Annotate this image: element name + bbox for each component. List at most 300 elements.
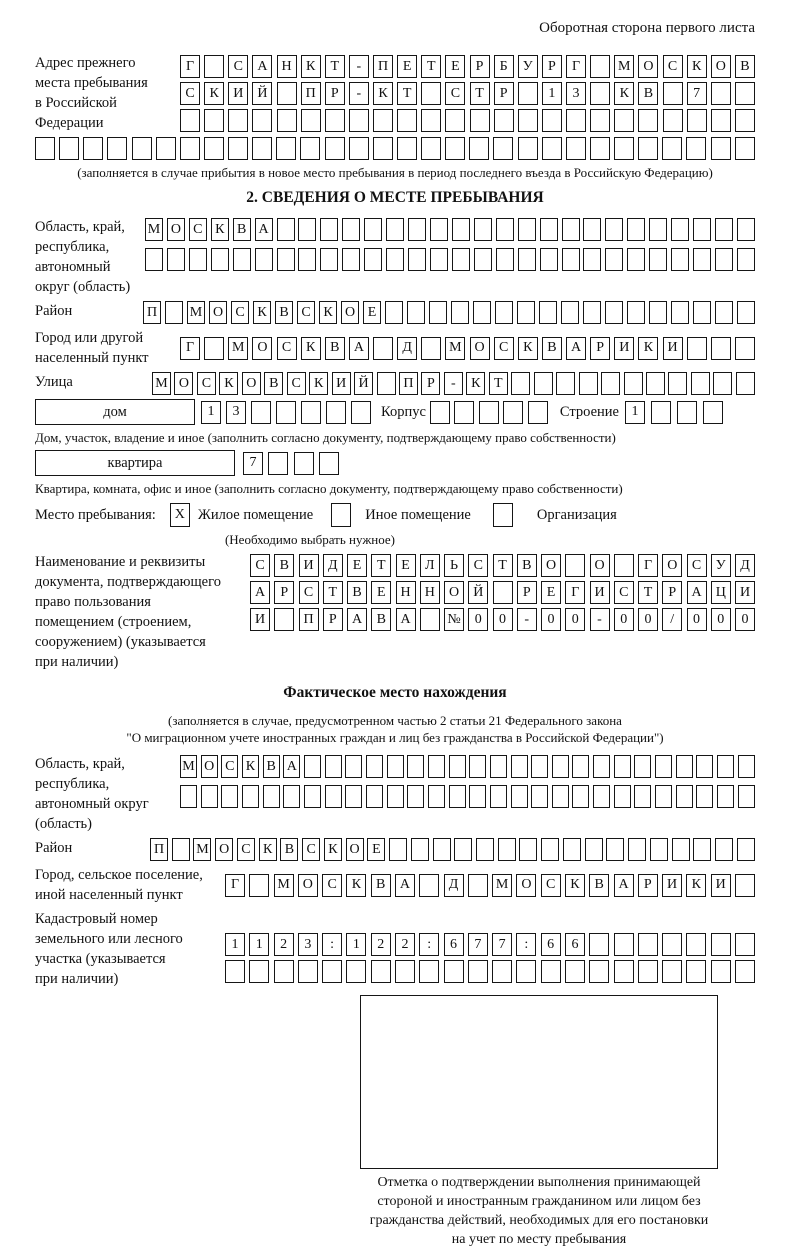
label-line: документа, подтверждающего xyxy=(35,574,221,590)
char-cell xyxy=(255,248,273,271)
char-cell xyxy=(562,248,580,271)
char-cell xyxy=(663,82,683,105)
prev-address-label xyxy=(35,53,180,133)
char-cell: Д xyxy=(735,554,755,577)
char-cell xyxy=(474,218,492,241)
char-cell xyxy=(691,372,710,395)
char-cell xyxy=(638,109,658,132)
district-label: Район xyxy=(35,303,73,319)
char-cell: И xyxy=(663,337,683,360)
char-cell: 0 xyxy=(493,608,513,631)
char-cell xyxy=(566,109,586,132)
char-cell: С xyxy=(687,554,707,577)
char-cell xyxy=(511,755,528,778)
char-cell: В xyxy=(325,337,345,360)
char-cell xyxy=(449,785,466,808)
char-cell xyxy=(516,960,536,983)
char-cell xyxy=(735,109,755,132)
char-cell: Р xyxy=(517,581,537,604)
char-cell xyxy=(713,372,732,395)
char-cell xyxy=(593,785,610,808)
char-cell xyxy=(711,933,731,956)
char-cell: К xyxy=(614,82,634,105)
char-cell xyxy=(541,960,561,983)
char-cell: Т xyxy=(638,581,658,604)
char-cell xyxy=(419,874,439,897)
char-cell: Е xyxy=(541,581,561,604)
char-cell: / xyxy=(662,608,682,631)
char-cell xyxy=(304,785,321,808)
char-cell xyxy=(385,301,403,324)
char-cell: С xyxy=(663,55,683,78)
stamp-caption xyxy=(319,1173,759,1249)
label-line: помещением (строением, xyxy=(35,614,192,630)
char-cell: К xyxy=(565,874,585,897)
char-cell xyxy=(373,337,393,360)
label-line: Адрес прежнего xyxy=(35,55,136,71)
char-cell: 7 xyxy=(492,933,512,956)
apartment-type-box: квартира xyxy=(35,450,235,476)
char-cell: Г xyxy=(180,55,200,78)
char-cell xyxy=(672,838,690,861)
actual-district-label: Район xyxy=(35,840,73,856)
label-line: при наличии) xyxy=(35,971,119,987)
char-cell xyxy=(605,301,623,324)
char-cell xyxy=(445,137,465,160)
actual-district-grid xyxy=(150,838,755,861)
korpus-label: Корпус xyxy=(381,403,426,420)
label-line: республика, xyxy=(35,239,110,255)
char-cell: И xyxy=(590,581,610,604)
char-cell: О xyxy=(590,554,610,577)
char-cell xyxy=(693,301,711,324)
char-cell: У xyxy=(518,55,538,78)
char-cell: 6 xyxy=(565,933,585,956)
actual-district-row xyxy=(35,838,755,861)
char-cell: К xyxy=(259,838,277,861)
char-cell xyxy=(715,838,733,861)
city-label xyxy=(35,328,180,368)
char-cell: Е xyxy=(347,554,367,577)
char-cell xyxy=(433,838,451,861)
city-grid xyxy=(180,337,755,360)
char-cell: А xyxy=(283,755,300,778)
char-cell xyxy=(294,452,314,475)
char-cell xyxy=(518,137,538,160)
char-cell: 2 xyxy=(274,933,294,956)
char-cell: С xyxy=(322,874,342,897)
label-line: при наличии) xyxy=(35,654,119,670)
char-cell: М xyxy=(152,372,171,395)
char-cell xyxy=(274,960,294,983)
char-cell xyxy=(298,248,316,271)
char-cell: К xyxy=(211,218,229,241)
char-cell: М xyxy=(193,838,211,861)
char-cell: С xyxy=(468,554,488,577)
char-cell xyxy=(583,301,601,324)
char-cell: Л xyxy=(420,554,440,577)
actual-region-grid-row-1 xyxy=(180,755,755,778)
char-cell xyxy=(671,301,689,324)
char-cell xyxy=(204,337,224,360)
char-cell: 0 xyxy=(468,608,488,631)
confirmation-stamp-box xyxy=(360,995,718,1169)
char-cell xyxy=(518,218,536,241)
char-cell xyxy=(503,401,523,424)
region-grid-row-2 xyxy=(145,248,755,271)
char-cell: П xyxy=(373,55,393,78)
char-cell xyxy=(249,874,269,897)
label-line: Отметка о подтверждении выполнения принимающей xyxy=(377,1175,701,1190)
char-cell xyxy=(389,838,407,861)
char-cell xyxy=(490,755,507,778)
label-line: Область, край, xyxy=(35,756,125,772)
char-cell: Д xyxy=(323,554,343,577)
char-cell: В xyxy=(589,874,609,897)
char-cell xyxy=(276,401,296,424)
char-cell xyxy=(429,301,447,324)
char-cell: П xyxy=(301,82,321,105)
char-cell xyxy=(540,218,558,241)
char-cell: Е xyxy=(363,301,381,324)
char-cell xyxy=(590,109,610,132)
char-cell: С xyxy=(237,838,255,861)
document-grid xyxy=(250,554,755,631)
prev-address-grid-row-1 xyxy=(180,55,755,78)
char-cell: А xyxy=(396,608,416,631)
char-cell xyxy=(342,248,360,271)
char-cell xyxy=(593,755,610,778)
char-cell: С xyxy=(297,301,315,324)
char-cell: С xyxy=(277,337,297,360)
house-row xyxy=(35,399,755,425)
char-cell xyxy=(454,838,472,861)
char-cell xyxy=(421,337,441,360)
char-cell: - xyxy=(590,608,610,631)
char-cell xyxy=(735,933,755,956)
char-cell: О xyxy=(167,218,185,241)
char-cell: О xyxy=(470,337,490,360)
house-type-box: дом xyxy=(35,399,195,425)
char-cell xyxy=(228,137,248,160)
korpus-grid xyxy=(430,401,548,424)
char-cell: А xyxy=(252,55,272,78)
char-cell xyxy=(717,755,734,778)
char-cell xyxy=(624,372,643,395)
char-cell xyxy=(735,82,755,105)
char-cell: К xyxy=(638,337,658,360)
char-cell: И xyxy=(250,608,270,631)
char-cell xyxy=(452,218,470,241)
char-cell: Г xyxy=(225,874,245,897)
char-cell xyxy=(676,785,693,808)
char-cell xyxy=(638,137,658,160)
char-cell xyxy=(542,109,562,132)
char-cell xyxy=(428,785,445,808)
label-line: (область) xyxy=(35,816,92,832)
char-cell: 0 xyxy=(638,608,658,631)
char-cell xyxy=(451,301,469,324)
cadastral-row xyxy=(35,909,755,989)
char-cell xyxy=(325,785,342,808)
char-cell xyxy=(377,372,396,395)
char-cell: О xyxy=(215,838,233,861)
char-cell: В xyxy=(263,755,280,778)
char-cell xyxy=(204,55,224,78)
char-cell xyxy=(165,301,183,324)
char-cell xyxy=(711,137,731,160)
char-cell: О xyxy=(209,301,227,324)
char-cell xyxy=(735,337,755,360)
char-cell: Р xyxy=(590,337,610,360)
char-cell xyxy=(686,960,706,983)
char-cell xyxy=(738,755,755,778)
region-grid-row-1 xyxy=(145,218,755,241)
char-cell xyxy=(387,755,404,778)
char-cell xyxy=(671,248,689,271)
char-cell xyxy=(180,785,197,808)
char-cell xyxy=(738,785,755,808)
char-cell: С xyxy=(189,218,207,241)
char-cell xyxy=(638,960,658,983)
char-cell xyxy=(737,218,755,241)
label-line: округ (область) xyxy=(35,279,131,295)
char-cell xyxy=(342,218,360,241)
char-cell xyxy=(498,838,516,861)
char-cell xyxy=(686,933,706,956)
char-cell: В xyxy=(371,874,391,897)
char-cell xyxy=(421,82,441,105)
char-cell xyxy=(277,248,295,271)
char-cell xyxy=(566,137,586,160)
stay-option-organization-checkbox xyxy=(493,503,513,527)
char-cell: С xyxy=(614,581,634,604)
char-cell xyxy=(715,248,733,271)
label-line: иной населенный пункт xyxy=(35,887,183,903)
label-line: участка (указывается xyxy=(35,951,166,967)
char-cell: А xyxy=(349,337,369,360)
choose-note: (Необходимо выбрать нужное) xyxy=(224,532,396,547)
char-cell xyxy=(565,554,585,577)
char-cell xyxy=(677,401,697,424)
char-cell xyxy=(145,248,163,271)
street-row xyxy=(35,372,755,395)
char-cell xyxy=(252,109,272,132)
char-cell xyxy=(180,109,200,132)
char-cell xyxy=(511,785,528,808)
char-cell xyxy=(249,960,269,983)
char-cell xyxy=(283,785,300,808)
char-cell xyxy=(715,301,733,324)
char-cell xyxy=(562,218,580,241)
char-cell xyxy=(449,755,466,778)
char-cell: М xyxy=(445,337,465,360)
char-cell: - xyxy=(444,372,463,395)
char-cell: С xyxy=(287,372,306,395)
label-line: стороной и иностранным гражданином или лицом без xyxy=(377,1194,701,1209)
char-cell xyxy=(655,755,672,778)
char-cell xyxy=(211,248,229,271)
char-cell xyxy=(430,248,448,271)
char-cell xyxy=(430,218,448,241)
char-cell xyxy=(345,785,362,808)
char-cell xyxy=(387,785,404,808)
actual-region-row xyxy=(35,754,755,834)
char-cell: 1 xyxy=(225,933,245,956)
char-cell xyxy=(534,372,553,395)
char-cell: Т xyxy=(371,554,391,577)
char-cell: К xyxy=(309,372,328,395)
char-cell xyxy=(565,960,585,983)
char-cell xyxy=(531,785,548,808)
char-cell: 0 xyxy=(614,608,634,631)
char-cell: 3 xyxy=(226,401,246,424)
char-cell xyxy=(737,838,755,861)
char-cell: М xyxy=(492,874,512,897)
char-cell: Р xyxy=(494,82,514,105)
char-cell xyxy=(649,218,667,241)
char-cell: : xyxy=(322,933,342,956)
char-cell: - xyxy=(349,82,369,105)
char-cell: К xyxy=(324,838,342,861)
label-line: места пребывания xyxy=(35,75,148,91)
char-cell: 0 xyxy=(687,608,707,631)
char-cell: Т xyxy=(489,372,508,395)
char-cell: 1 xyxy=(625,401,645,424)
char-cell: Е xyxy=(396,554,416,577)
char-cell: В xyxy=(233,218,251,241)
char-cell: Р xyxy=(323,608,343,631)
char-cell xyxy=(277,82,297,105)
document-grid-row-1 xyxy=(250,554,755,577)
char-cell xyxy=(556,372,575,395)
label-line: Город или другой xyxy=(35,330,144,346)
char-cell: В xyxy=(274,554,294,577)
char-cell: Р xyxy=(325,82,345,105)
char-cell: И xyxy=(735,581,755,604)
char-cell xyxy=(579,372,598,395)
char-cell xyxy=(494,109,514,132)
cadastral-grid xyxy=(225,933,755,983)
char-cell xyxy=(735,137,755,160)
char-cell xyxy=(601,372,620,395)
char-cell: В xyxy=(371,608,391,631)
char-cell xyxy=(627,248,645,271)
char-cell: Н xyxy=(277,55,297,78)
stay-option-residential-label: Жилое помещение xyxy=(197,506,314,523)
char-cell: А xyxy=(687,581,707,604)
char-cell: О xyxy=(201,755,218,778)
char-cell: Й xyxy=(468,581,488,604)
prev-address-grid-row-3 xyxy=(180,109,755,132)
char-cell: В xyxy=(517,554,537,577)
char-cell xyxy=(552,755,569,778)
stay-option-residential-checkbox: X xyxy=(170,503,190,527)
char-cell: Е xyxy=(397,55,417,78)
char-cell: С xyxy=(231,301,249,324)
char-cell: 1 xyxy=(346,933,366,956)
char-cell xyxy=(711,109,731,132)
char-cell xyxy=(649,248,667,271)
prev-address-row xyxy=(35,53,755,133)
region-row xyxy=(35,217,755,297)
char-cell xyxy=(517,301,535,324)
char-cell xyxy=(325,137,345,160)
char-cell: Т xyxy=(323,581,343,604)
cadastral-grid-row-2 xyxy=(225,960,755,983)
char-cell xyxy=(301,109,321,132)
char-cell xyxy=(156,137,176,160)
char-cell: 1 xyxy=(542,82,562,105)
char-cell xyxy=(397,137,417,160)
char-cell: Г xyxy=(180,337,200,360)
char-cell: В xyxy=(542,337,562,360)
street-label: Улица xyxy=(35,374,73,390)
char-cell: Й xyxy=(354,372,373,395)
char-cell: К xyxy=(518,337,538,360)
char-cell xyxy=(420,608,440,631)
char-cell xyxy=(277,218,295,241)
char-cell xyxy=(662,137,682,160)
house-number-grid xyxy=(201,401,371,424)
char-cell xyxy=(468,960,488,983)
char-cell xyxy=(325,755,342,778)
char-cell xyxy=(614,109,634,132)
char-cell: И xyxy=(299,554,319,577)
char-cell: Д xyxy=(444,874,464,897)
char-cell: Е xyxy=(371,581,391,604)
char-cell: А xyxy=(250,581,270,604)
char-cell xyxy=(696,755,713,778)
char-cell xyxy=(552,785,569,808)
char-cell xyxy=(225,960,245,983)
prev-address-grid xyxy=(180,55,755,132)
district-row xyxy=(35,301,755,324)
char-cell xyxy=(518,109,538,132)
char-cell xyxy=(662,960,682,983)
char-cell xyxy=(614,960,634,983)
char-cell xyxy=(204,137,224,160)
char-cell: А xyxy=(395,874,415,897)
char-cell: О xyxy=(638,55,658,78)
city-row xyxy=(35,328,755,368)
label-line: "О миграционном учете иностранных граждан и лиц без гражданства в Российской Федерации") xyxy=(126,730,664,745)
char-cell xyxy=(655,785,672,808)
char-cell: Т xyxy=(470,82,490,105)
char-cell xyxy=(366,785,383,808)
char-cell: Н xyxy=(396,581,416,604)
char-cell: Н xyxy=(420,581,440,604)
char-cell xyxy=(444,960,464,983)
char-cell xyxy=(189,248,207,271)
cadastral-label xyxy=(35,909,225,989)
char-cell xyxy=(172,838,190,861)
char-cell: А xyxy=(614,874,634,897)
stay-type-label: Место пребывания: xyxy=(35,506,156,523)
char-cell xyxy=(252,137,272,160)
char-cell xyxy=(687,109,707,132)
char-cell xyxy=(737,301,755,324)
char-cell xyxy=(371,960,391,983)
char-cell: Р xyxy=(274,581,294,604)
char-cell xyxy=(298,960,318,983)
char-cell: И xyxy=(332,372,351,395)
char-cell xyxy=(490,785,507,808)
char-cell xyxy=(711,960,731,983)
section2-title: 2. СВЕДЕНИЯ О МЕСТЕ ПРЕБЫВАНИЯ xyxy=(246,189,544,206)
char-cell xyxy=(320,248,338,271)
actual-city-label xyxy=(35,865,225,905)
